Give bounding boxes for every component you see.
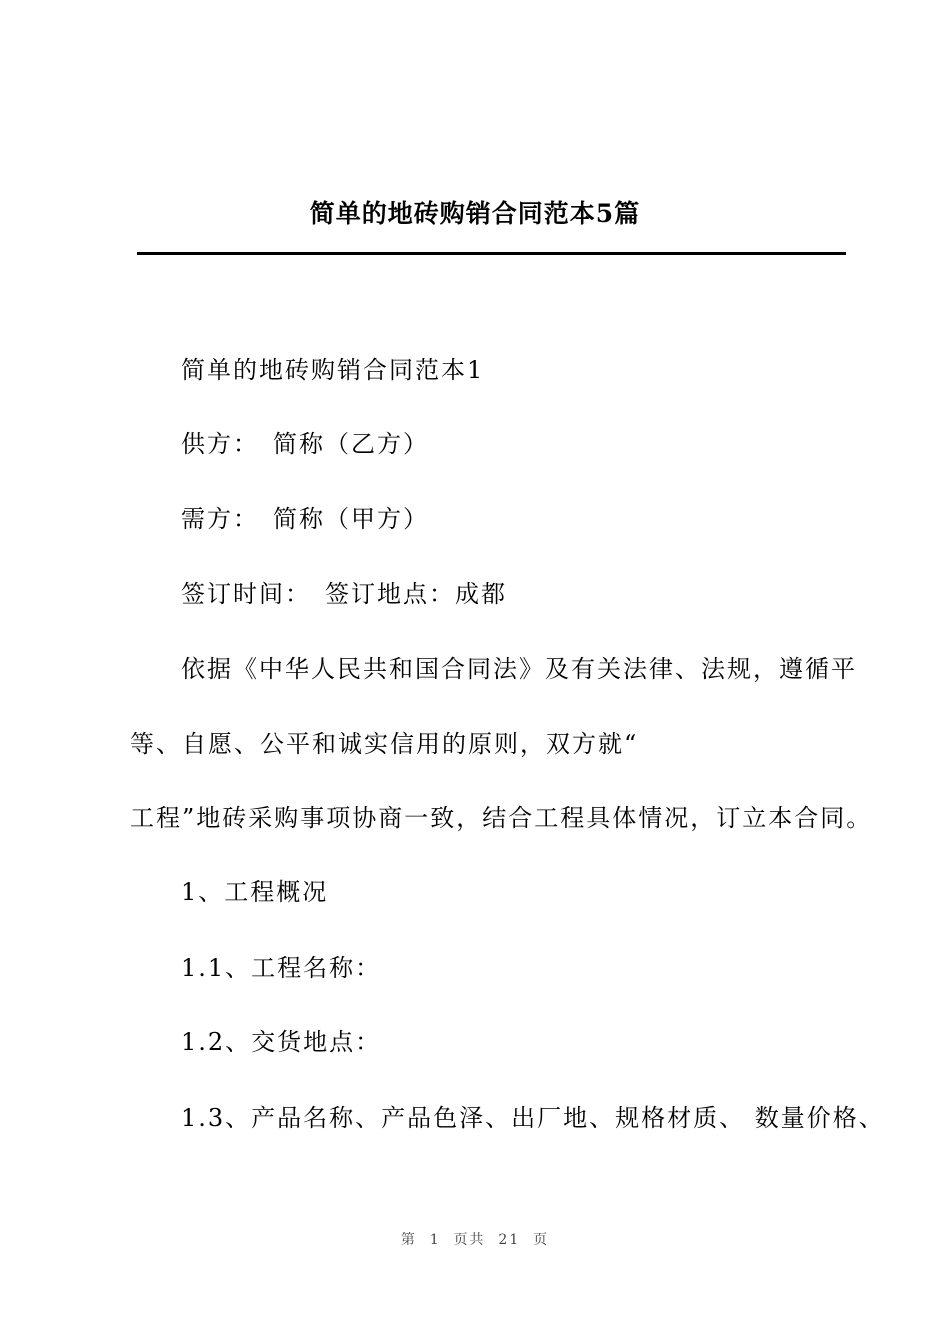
document-title: 简单的地砖购销合同范本5篇: [309, 199, 641, 228]
paragraph-line: 工程”地砖采购事项协商一致，结合工程具体情况，订立本合同。: [130, 804, 873, 832]
paragraph-line: 依据《中华人民共和国合同法》及有关法律、法规，遵循平: [181, 655, 857, 683]
clause-line: 1.2、交货地点：: [181, 1028, 382, 1056]
clause-heading: 1、工程概况: [181, 878, 329, 906]
section-heading: 简单的地砖购销合同范本1: [181, 356, 485, 384]
clause-line: 1.3、产品名称、产品色泽、出厂地、规格材质、 数量价格、: [181, 1104, 885, 1132]
clause-line: 1.1、工程名称：: [181, 954, 382, 982]
title-underline: [137, 252, 846, 255]
paragraph-line: 等、自愿、公平和诚实信用的原则，双方就“: [130, 730, 639, 758]
page-footer: 第 1 页共 21 页: [400, 1232, 550, 1248]
buyer-line: 需方： 简称（甲方）: [181, 505, 429, 533]
supplier-line: 供方： 简称（乙方）: [181, 430, 429, 458]
signing-line: 签订时间： 签订地点：成都: [181, 580, 507, 608]
